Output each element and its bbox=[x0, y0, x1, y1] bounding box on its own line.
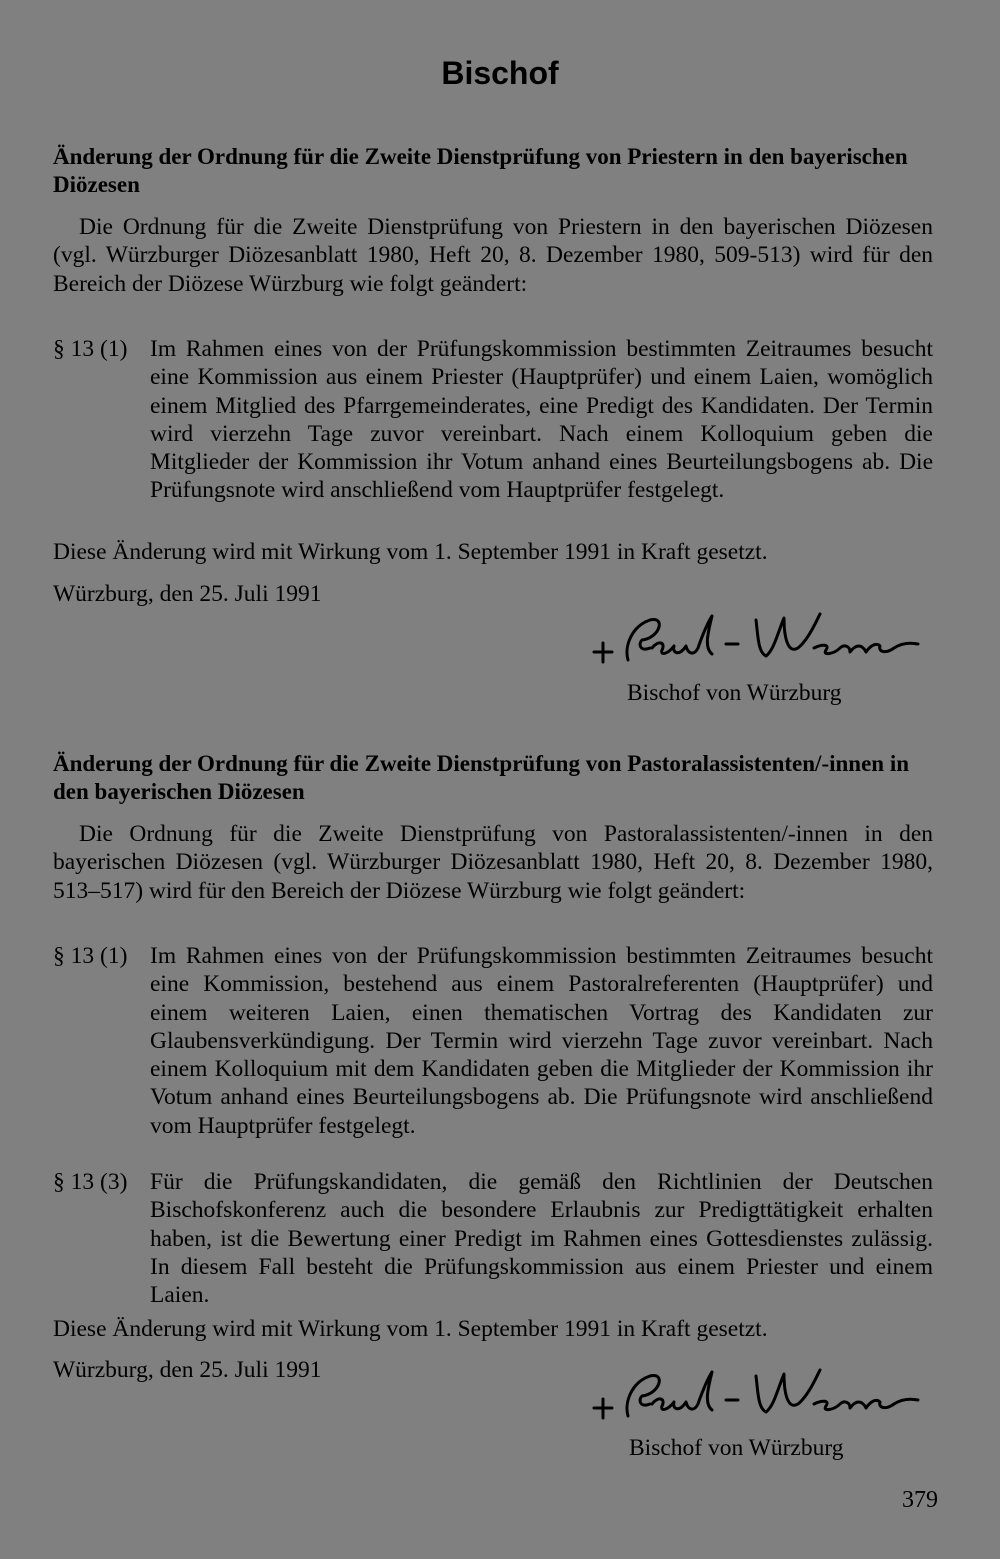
section-1-signature bbox=[588, 608, 938, 678]
section-2-signature bbox=[588, 1364, 938, 1434]
clause-text: Im Rahmen eines von der Prüfungskommission bestimmten Zeitraumes besucht eine Kommission, bestehend aus einem Pastoralreferenten (Hauptprüfer) und einem weiteren Laien, einen thematischen Vortrag des Kandidaten zur Glaubensverkündigung. Der Termin wird vierzehn Tage zuvor vereinbart. Nach einem Kolloquium mit dem Kandidaten geben die Mitglieder der Kommission ihr Votum anhand eines Beurteilungsbogens ab. Die Prüfungsnote wird anschließend vom Hauptprüfer festgelegt. bbox=[150, 943, 933, 1139]
clause-number: § 13 (1) bbox=[53, 336, 128, 362]
clause-text: Im Rahmen eines von der Prüfungskommission bestimmten Zeitraumes besucht eine Kommission aus einem Priester (Hauptprüfer) und einem Laien, womöglich einem Mitglied des Pfarrgemeinderates, eine Predigt des Kandidaten. Der Termin wird vierzehn Tage zuvor vereinbart. Nach einem Kolloquium geben die Mitglieder der Kommission ihr Votum anhand eines Beurteilungsbogens ab. Die Prüfungsnote wird anschließend vom Hauptprüfer festgelegt. bbox=[150, 336, 933, 504]
section-1-title: Änderung der Ordnung für die Zweite Dienstprüfung von Priestern in den bayerischen Diözesen bbox=[53, 144, 908, 197]
page-number: 379 bbox=[902, 1487, 938, 1513]
section-1-signer-title: Bischof von Würzburg bbox=[627, 680, 842, 706]
page-heading: Bischof bbox=[441, 55, 559, 91]
section-2-clause-1 bbox=[53, 942, 933, 1140]
clause-number: § 13 (1) bbox=[53, 943, 128, 969]
section-1-clause-1 bbox=[53, 335, 933, 505]
section-2-title: Änderung der Ordnung für die Zweite Dienstprüfung von Pastoralassistenten/-innen in den bayerischen Diözesen bbox=[53, 751, 910, 804]
section-1-effective: Diese Änderung wird mit Wirkung vom 1. September 1991 in Kraft gesetzt. bbox=[53, 539, 768, 565]
section-2-intro: Die Ordnung für die Zweite Dienstprüfung von Pastoralassistenten/-innen in den bayerischen Diözesen (vgl. Würzburger Diözesanblatt 1980, Heft 20, 8. Dezember 1980, 513–517) wird für den Bereich der Diözese Würzburg wie folgt geändert: bbox=[53, 821, 933, 904]
section-2-signer-title: Bischof von Würzburg bbox=[629, 1435, 844, 1461]
section-1-intro: Die Ordnung für die Zweite Dienstprüfung von Priestern in den bayerischen Diözesen (vgl. Würzburger Diözesanblatt 1980, Heft 20, 8. Dezember 1980, 509-513) wird für den Bereich der Diözese Würzburg wie folgt geändert: bbox=[53, 214, 933, 297]
section-2-effective: Diese Änderung wird mit Wirkung vom 1. September 1991 in Kraft gesetzt. bbox=[53, 1316, 768, 1342]
section-1-place-date: Würzburg, den 25. Juli 1991 bbox=[53, 581, 322, 607]
clause-text: Für die Prüfungskandidaten, die gemäß den Richtlinien der Deutschen Bischofskonferenz auch die besondere Erlaubnis zur Predigttätigkeit erhalten haben, ist die Bewertung einer Predigt im Rahmen eines Gottesdienstes zulässig. In diesem Fall besteht die Prüfungskommission aus einem Priester und einem Laien. bbox=[150, 1169, 933, 1309]
section-2-place-date: Würzburg, den 25. Juli 1991 bbox=[53, 1357, 322, 1383]
clause-number: § 13 (3) bbox=[53, 1169, 128, 1195]
section-2-clause-2 bbox=[53, 1168, 933, 1309]
